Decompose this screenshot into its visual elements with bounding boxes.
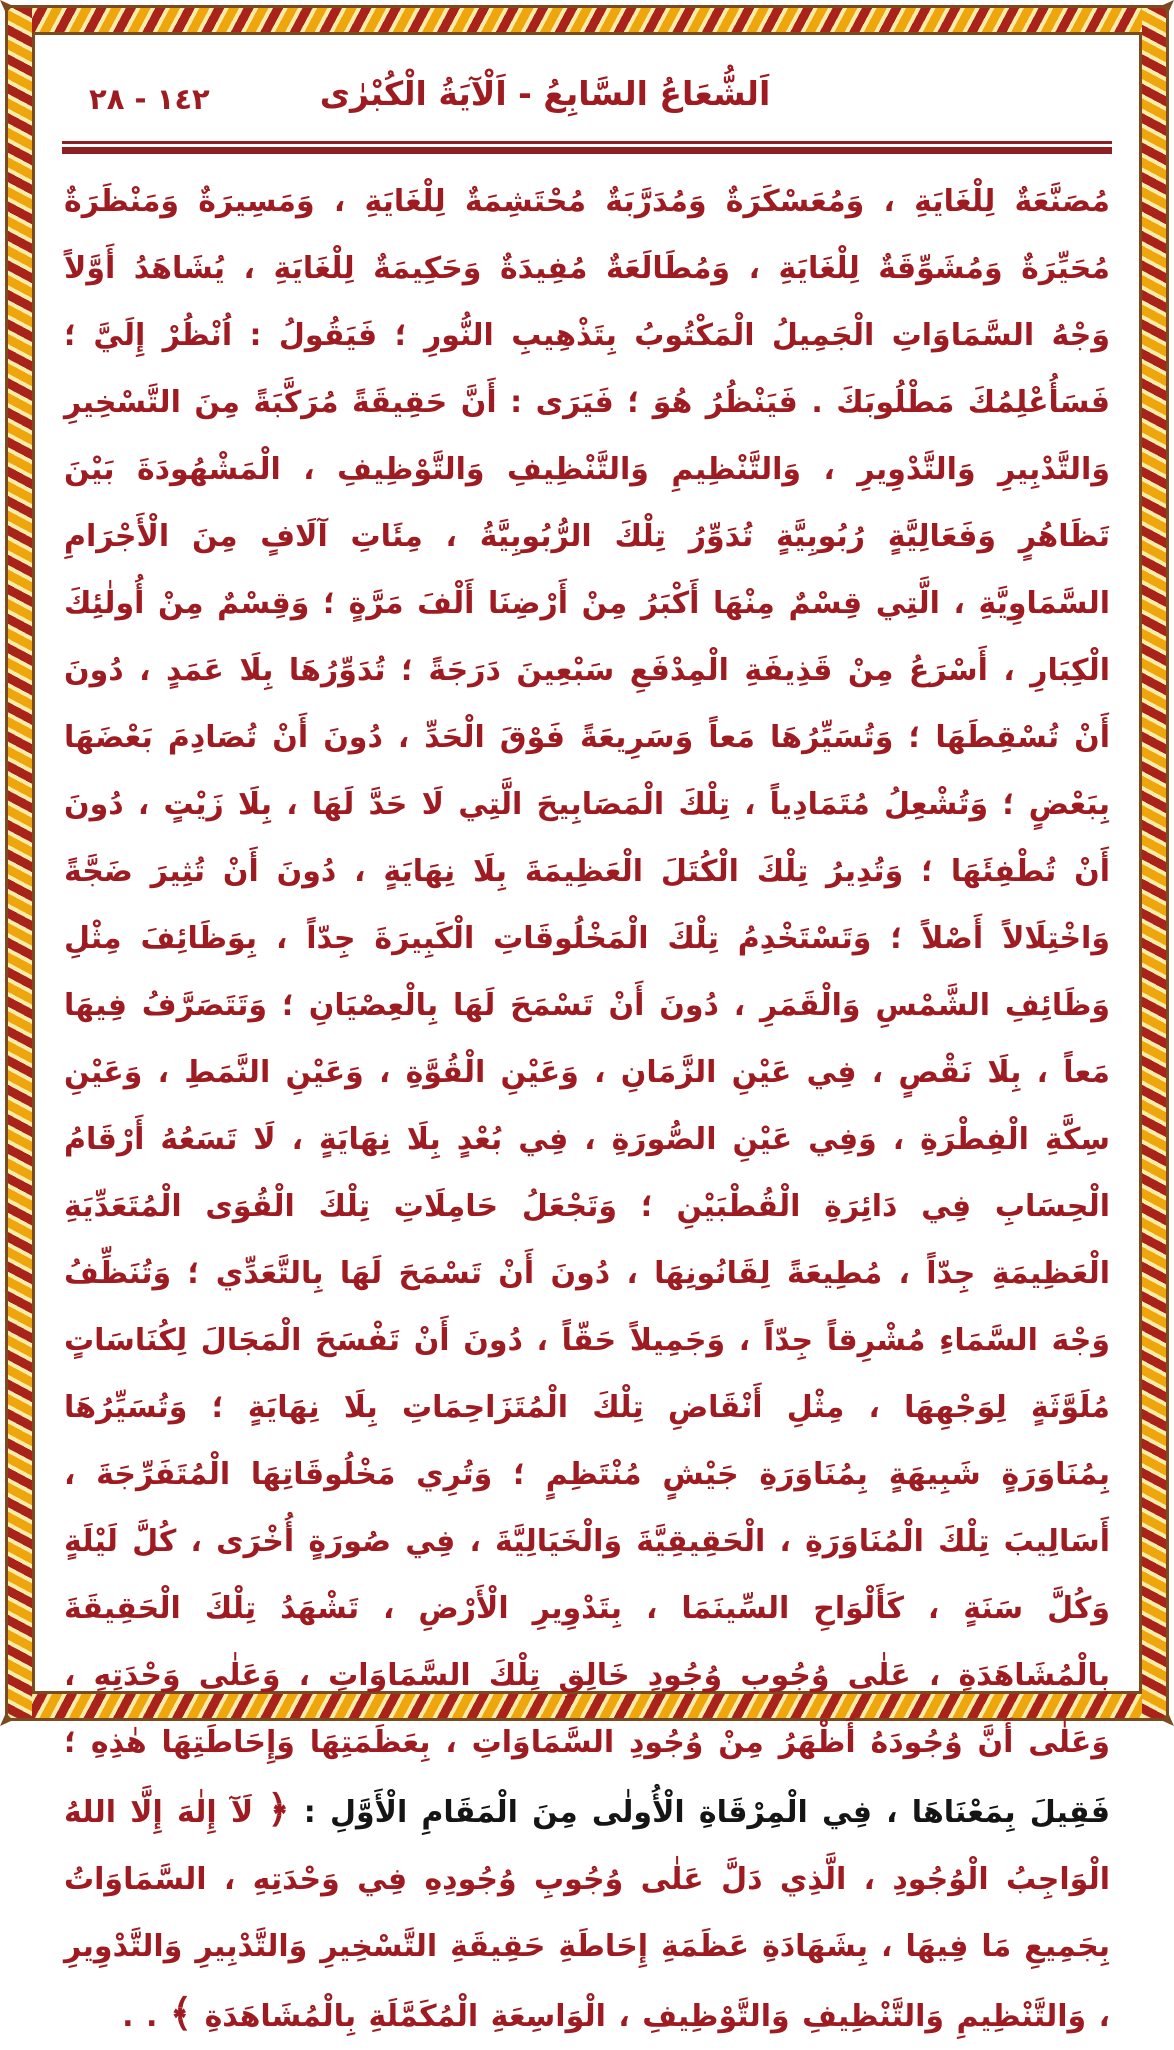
page-content [62, 36, 1112, 2035]
page-header [62, 36, 1112, 141]
page-title: اَلشُّعَاعُ السَّابِعُ - اَلْآيَةُ الْكُبْرٰى [319, 74, 771, 113]
body-paragraph [64, 168, 1110, 2050]
page-number: ١٤٢ - ٢٨ [89, 82, 210, 116]
header-rule-thin [62, 141, 1112, 144]
border-chain-pattern-top [8, 8, 1166, 32]
header-rule-thick [62, 147, 1112, 154]
quran-close-ornament-icon: ﴾ [169, 1991, 193, 2035]
border-chain-pattern-right [1142, 8, 1166, 1718]
trailing-dots: . . [122, 1999, 170, 2034]
body-red-main-text: مُصَنَّعَةٌ لِلْغَايَةِ ، وَمُعَسْكَرَةٌ وَمُدَرَّبَةٌ مُحْتَشِمَةٌ لِلْغَايَةِ ، وَمَسِيرَةٌ وَمَنْظَرَةٌ مُحَيِّرَةٌ وَمُشَوِّقَةٌ لِلْغَايَةِ ، وَمُطَالَعَةٌ مُفِيدَةٌ وَحَكِيمَةٌ لِلْغَايَةِ ، يُشَاهَدُ أَوَّلاً وَجْهُ السَّمَاوَاتِ الْجَمِيلُ الْمَكْتُوبُ بِتَذْهِيبِ النُّورِ ؛ فَيَقُولُ : اُنْظُرْ إِلَيَّ ؛ فَسَأُعْلِمُكَ مَطْلُوبَكَ . فَيَنْظُرُ هُوَ ؛ فَيَرَى : أَنَّ حَقِيقَةً مُرَكَّبَةً مِنَ التَّسْخِيرِ وَالتَّدْبِيرِ وَالتَّدْوِيرِ ، وَالتَّنْظِيمِ وَالتَّنْظِيفِ وَالتَّوْظِيفِ ، الْمَشْهُودَةَ بَيْنَ تَظَاهُرٍ وَفَعَالِيَّةٍ رُبُوبِيَّةٍ تُدَوِّرُ تِلْكَ الرُّبُوبِيَّةُ ، مِئَاتِ آلَافٍ مِنَ الْأَجْرَامِ السَّمَاوِيَّةِ ، الَّتِي قِسْمٌ مِنْهَا أَكْبَرُ مِنْ أَرْضِنَا أَلْفَ مَرَّةٍ ؛ وَقِسْمٌ مِنْ أُولٰئِكَ الْكِبَارِ ، أَسْرَعُ مِنْ قَذِيفَةِ الْمِدْفَعِ سَبْعِينَ دَرَجَةً ؛ تُدَوِّرُهَا بِلَا عَمَدٍ ، دُونَ أَنْ تُسْقِطَهَا ؛ وَتُسَيِّرُهَا مَعاً وَسَرِيعَةً فَوْقَ الْحَدِّ ، دُونَ أَنْ تُصَادِمَ بَعْضَهَا بِبَعْضٍ ؛ وَتُشْعِلُ مُتَمَادِياً ، تِلْكَ الْمَصَابِيحَ الَّتِي لَا حَدَّ لَهَا ، بِلَا زَيْتٍ ، دُونَ أَنْ تُطْفِئَهَا ؛ وَتُدِيرُ تِلْكَ الْكُتَلَ الْعَظِيمَةَ بِلَا نِهَايَةٍ ، دُونَ أَنْ تُثِيرَ ضَجَّةً وَاخْتِلَالاً أَصْلاً ؛ وَتَسْتَخْدِمُ تِلْكَ الْمَخْلُوقَاتِ الْكَبِيرَةَ جِدّاً ، بِوَظَائِفَ مِثْلِ وَظَائِفِ الشَّمْسِ وَالْقَمَرِ ، دُونَ أَنْ تَسْمَحَ لَهَا بِالْعِصْيَانِ ؛ وَتَتَصَرَّفُ فِيهَا مَعاً ، بِلَا نَقْصٍ ، فِي عَيْنِ الزَّمَانِ ، وَعَيْنِ الْقُوَّةِ ، وَعَيْنِ النَّمَطِ ، وَعَيْنِ سِكَّةِ الْفِطْرَةِ ، وَفِي عَيْنِ الصُّورَةِ ، فِي بُعْدٍ بِلَا نِهَايَةٍ ، لَا تَسَعُهُ أَرْقَامُ الْحِسَابِ فِي دَائِرَةِ الْقُطْبَيْنِ ؛ وَتَجْعَلُ حَامِلَاتِ تِلْكَ الْقُوَى الْمُتَعَدِّيَةِ الْعَظِيمَةِ جِدّاً ، مُطِيعَةً لِقَانُونِهَا ، دُونَ أَنْ تَسْمَحَ لَهَا بِالتَّعَدِّي ؛ وَتُنَظِّفُ وَجْهَ السَّمَاءِ مُشْرِقاً جِدّاً ، وَجَمِيلاً حَقّاً ، دُونَ أَنْ تَفْسَحَ الْمَجَالَ لِكُنَاسَاتٍ مُلَوَّثَةٍ لِوَجْهِهَا ، مِثْلِ أَنْقَاضِ تِلْكَ الْمُتَزَاحِمَاتِ بِلَا نِهَايَةٍ ؛ وَتُسَيِّرُهَا بِمُنَاوَرَةٍ شَبِيهَةٍ بِمُنَاوَرَةِ جَيْشٍ مُنْتَظِمٍ ؛ وَتُرِي مَخْلُوقَاتِهَا الْمُتَفَرِّجَةَ ، أَسَالِيبَ تِلْكَ الْمُنَاوَرَةِ ، الْحَقِيقِيَّةَ وَالْخَيَالِيَّةَ ، فِي صُورَةٍ أُخْرَى ، كُلَّ لَيْلَةٍ وَكُلَّ سَنَةٍ ، كَأَلْوَاحِ السِّينَمَا ، بِتَدْوِيرِ الْأَرْضِ ، تَشْهَدُ تِلْكَ الْحَقِيقَةَ بِالْمُشَاهَدَةِ ، عَلٰى وُجُوبِ وُجُودِ خَالِقِ تِلْكَ السَّمَاوَاتِ ، وَعَلٰى وَحْدَتِهِ ، وَعَلٰى أَنَّ وُجُودَهُ أَظْهَرُ مِنْ وُجُودِ السَّمَاوَاتِ ، بِعَظَمَتِهَا وَإِحَاطَتِهَا هٰذِهِ ؛ [64, 184, 1110, 1760]
body-red-quote-text: لَآ إِلٰهَ إِلَّا اللهُ الْوَاجِبُ الْوُجُودِ ، الَّذِي دَلَّ عَلٰى وُجُوبِ وُجُودِهِ فِي وَحْدَتِهِ ، السَّمَاوَاتُ بِجَمِيعِ مَا فِيهَا ، بِشَهَادَةِ عَظَمَةِ إِحَاطَةِ حَقِيقَةِ التَّسْخِيرِ وَالتَّدْبِيرِ وَالتَّدْوِيرِ ، وَالتَّنْظِيمِ وَالتَّنْظِيفِ وَالتَّوْظِيفِ ، الْوَاسِعَةِ الْمُكَمَّلَةِ بِالْمُشَاهَدَةِ [64, 1795, 1110, 2034]
border-chain-pattern-left [8, 8, 32, 1718]
body-black-clause: فَقِيلَ بِمَعْنَاهَا ، فِي الْمِرْقَاةِ الْأُولٰى مِنَ الْمَقَامِ الْأَوَّلِ : [289, 1795, 1111, 1830]
quran-open-ornament-icon: ﴿ [267, 1787, 290, 1831]
